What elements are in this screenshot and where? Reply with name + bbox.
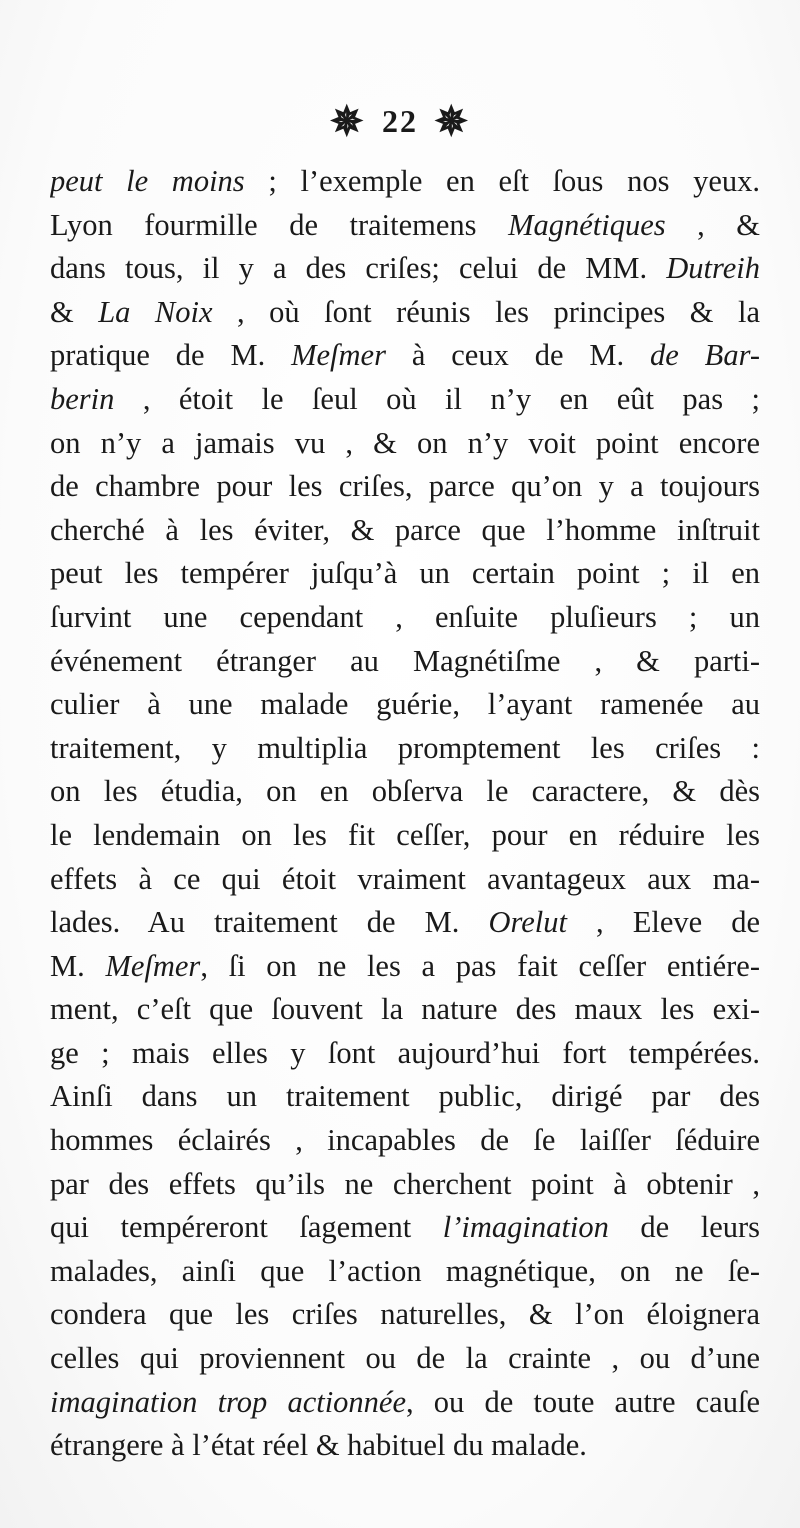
text-line — [50, 1293, 760, 1337]
text-line — [50, 901, 760, 945]
page-number: 22 — [382, 103, 418, 139]
text-segment: hommes éclairés , incapables de ſe laiſſer ſéduire — [50, 1123, 760, 1158]
text-segment: de leurs — [608, 1210, 760, 1245]
text-segment: à ceux de M. — [385, 338, 651, 373]
text-segment: malades, ainſi que l’action magnétique, on ne ſe- — [50, 1253, 760, 1288]
text-line — [50, 552, 760, 596]
text-line — [50, 509, 760, 553]
text-segment: dans tous, il y a des criſes; celui de MM. — [50, 251, 667, 286]
text-segment: & — [50, 294, 99, 329]
text-segment: le lendemain on les fit ceſſer, pour en réduire les — [50, 817, 760, 852]
italic-text: Dutreih — [666, 251, 760, 286]
text-segment: par des effets qu’ils ne cherchent point à obtenir , — [50, 1166, 760, 1201]
text-line — [50, 378, 760, 422]
text-line — [50, 1163, 760, 1207]
text-segment: , Eleve de — [566, 905, 760, 940]
italic-text: l’imagination — [442, 1210, 609, 1245]
text-segment: , étoit le ſeul où il n’y en eût pas ; — [114, 381, 760, 416]
italic-text: imagination trop actionnée — [50, 1384, 407, 1419]
text-segment: Ainſi dans un traitement public, dirigé par des — [50, 1079, 760, 1114]
italic-text: Magnétiques — [508, 207, 666, 242]
text-line — [50, 465, 760, 509]
text-line — [50, 1250, 760, 1294]
text-line — [50, 160, 760, 204]
page-header — [0, 98, 800, 145]
text-line — [50, 596, 760, 640]
text-segment: culier à une malade guérie, l’ayant ramenée au — [50, 687, 760, 722]
text-segment: qui tempéreront ſagement — [50, 1210, 443, 1245]
italic-text: Meſmer — [291, 338, 386, 373]
text-segment: , ſi on ne les a pas fait ceſſer entiére- — [200, 948, 760, 983]
text-segment: condera que les criſes naturelles, & l’on éloignera — [50, 1297, 760, 1332]
italic-text: berin — [50, 381, 115, 416]
text-line — [50, 204, 760, 248]
italic-text: peut le moins — [50, 164, 245, 198]
text-segment: on n’y a jamais vu , & on n’y voit point encore — [50, 425, 760, 460]
text-line — [50, 291, 760, 335]
italic-text: Meſmer — [105, 948, 201, 983]
text-segment: cherché à les éviter, & parce que l’homme inſtruit — [50, 512, 760, 547]
text-line — [50, 640, 760, 684]
text-segment: lades. Au traitement de M. — [50, 905, 489, 940]
text-segment: pratique de M. — [50, 338, 292, 373]
text-segment: , & — [665, 207, 760, 242]
text-line — [50, 988, 760, 1032]
text-line — [50, 422, 760, 466]
ornament-left-icon: ✵ — [329, 99, 366, 144]
text-line — [50, 945, 760, 989]
text-segment: , ou de toute autre cauſe — [406, 1384, 760, 1419]
text-line — [50, 247, 760, 291]
ornament-right-icon: ✵ — [434, 99, 471, 144]
italic-text: de Bar- — [650, 338, 760, 373]
text-segment: ment, c’eſt que ſouvent la nature des maux les exi- — [50, 992, 760, 1027]
text-segment: de chambre pour les criſes, parce qu’on y a toujours — [50, 469, 760, 504]
text-segment: ge ; mais elles y ſont aujourd’hui fort tempérées. — [50, 1035, 760, 1070]
text-line — [50, 683, 760, 727]
text-line — [50, 814, 760, 858]
body-text — [50, 160, 760, 1468]
text-line — [50, 1206, 760, 1250]
text-segment: ; l’exemple en eſt ſous nos yeux. — [244, 164, 760, 198]
text-segment: peut les tempérer juſqu’à un certain point ; il en — [50, 556, 760, 591]
text-line — [50, 727, 760, 771]
text-line — [50, 1381, 760, 1425]
text-line — [50, 770, 760, 814]
text-line — [50, 334, 760, 378]
text-line — [50, 1119, 760, 1163]
text-segment: étrangere à l’état réel & habituel du malade. — [50, 1428, 587, 1463]
text-line — [50, 858, 760, 902]
text-line — [50, 1337, 760, 1381]
text-segment: ſurvint une cependant , enſuite pluſieurs ; un — [50, 599, 760, 634]
text-line — [50, 1075, 760, 1119]
text-segment: effets à ce qui étoit vraiment avantageux aux ma- — [50, 861, 760, 896]
text-segment: Lyon fourmille de traitemens — [50, 207, 509, 242]
text-segment: traitement, y multiplia promptement les criſes : — [50, 730, 760, 765]
text-segment: on les étudia, on en obſerva le caractere, & dès — [50, 774, 760, 809]
text-segment: événement étranger au Magnétiſme , & parti- — [50, 643, 760, 678]
italic-text: Orelut — [488, 905, 567, 940]
text-segment: celles qui proviennent ou de la crainte , ou d’une — [50, 1341, 760, 1376]
text-segment: , où ſont réunis les principes & la — [212, 294, 760, 329]
italic-text: La Noix — [98, 294, 213, 329]
text-line — [50, 1032, 760, 1076]
text-line — [50, 1424, 760, 1468]
text-segment: M. — [50, 948, 106, 983]
